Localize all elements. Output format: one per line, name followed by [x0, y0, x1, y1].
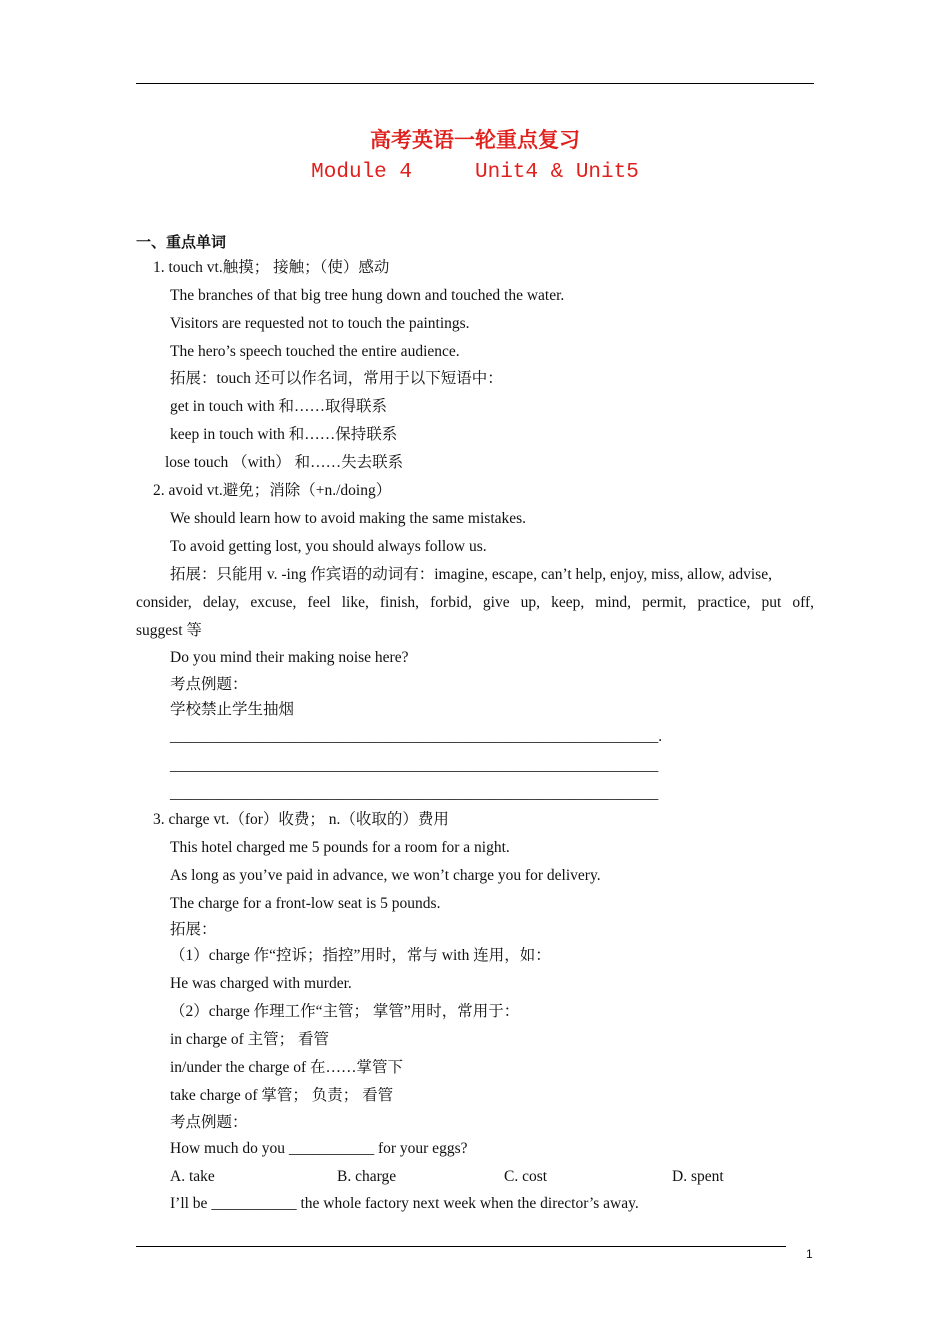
extension-label: 拓展： [170, 921, 217, 938]
item-charge-heading: 3. charge vt.（for）收费； n.（收取的）费用 [153, 811, 449, 828]
extension-note: 拓展：只能用 v. -ing 作宾语的动词有：imagine, escape, can’t help, enjoy, miss, allow, advise, [170, 566, 772, 583]
item-avoid-heading: 2. avoid vt.避免；消除（+n./doing） [153, 482, 392, 499]
header-rule [136, 83, 814, 84]
choice-option-b[interactable]: B. charge [337, 1168, 397, 1185]
extension-note: 拓展：touch 还可以作名词，常用于以下短语中： [170, 370, 503, 387]
example-sentence: The branches of that big tree hung down and touched the water. [170, 287, 565, 304]
phrase: get in touch with 和……取得联系 [170, 398, 387, 415]
item-touch-heading: 1. touch vt.触摸； 接触；（使）感动 [153, 259, 390, 276]
exam-question: 学校禁止学生抽烟 [170, 701, 295, 718]
example-sentence: We should learn how to avoid making the same mistakes. [170, 510, 527, 527]
example-sentence: Visitors are requested not to touch the paintings. [170, 315, 470, 332]
example-sentence: To avoid getting lost, you should always follow us. [170, 538, 487, 555]
example-sentence: The charge for a front-low seat is 5 pounds. [170, 895, 441, 912]
footer-rule [136, 1246, 786, 1247]
exam-label: 考点例题： [170, 676, 248, 693]
example-sentence: This hotel charged me 5 pounds for a room for a night. [170, 839, 510, 856]
answer-blank[interactable]: _______________________________________________________________. [170, 728, 663, 745]
phrase: in charge of 主管； 看管 [170, 1031, 329, 1048]
phrase: keep in touch with 和……保持联系 [170, 426, 398, 443]
answer-blank[interactable]: _______________________________________________________________ [170, 785, 659, 802]
choice-option-d[interactable]: D. spent [672, 1168, 724, 1185]
choice-option-c[interactable]: C. cost [504, 1168, 548, 1185]
example-sentence: As long as you’ve paid in advance, we won’t charge you for delivery. [170, 867, 601, 884]
document-title: 高考英语一轮重点复习 [370, 128, 580, 152]
extension-note: （1）charge 作“控诉；指控”用时，常与 with 连用，如： [170, 947, 551, 964]
phrase: in/under the charge of 在……掌管下 [170, 1059, 404, 1076]
extension-note-end: suggest 等 [136, 622, 202, 639]
example-sentence: Do you mind their making noise here? [170, 649, 409, 666]
exam-question: I’ll be ___________ the whole factory next week when the director’s away. [170, 1195, 639, 1212]
exam-label: 考点例题： [170, 1114, 248, 1131]
section-heading: 一、重点单词 [136, 233, 227, 251]
choice-option-a[interactable]: A. take [170, 1168, 215, 1185]
phrase: take charge of 掌管； 负责； 看管 [170, 1087, 394, 1104]
extension-note-continued: consider, delay, excuse, feel like, finish, forbid, give up, keep, mind, permit, practice, put off, [136, 594, 814, 611]
exam-question: How much do you ___________ for your eggs? [170, 1140, 468, 1157]
answer-blank[interactable]: _______________________________________________________________ [170, 757, 659, 774]
phrase: lose touch （with） 和……失去联系 [165, 454, 404, 471]
example-sentence: The hero’s speech touched the entire audience. [170, 343, 460, 360]
extension-note: （2）charge 作理工作“主管； 掌管”用时，常用于： [170, 1003, 520, 1020]
page-number: 1 [806, 1247, 813, 1261]
example-sentence: He was charged with murder. [170, 975, 352, 992]
document-subtitle: Module 4 Unit4 & Unit5 [311, 161, 639, 184]
